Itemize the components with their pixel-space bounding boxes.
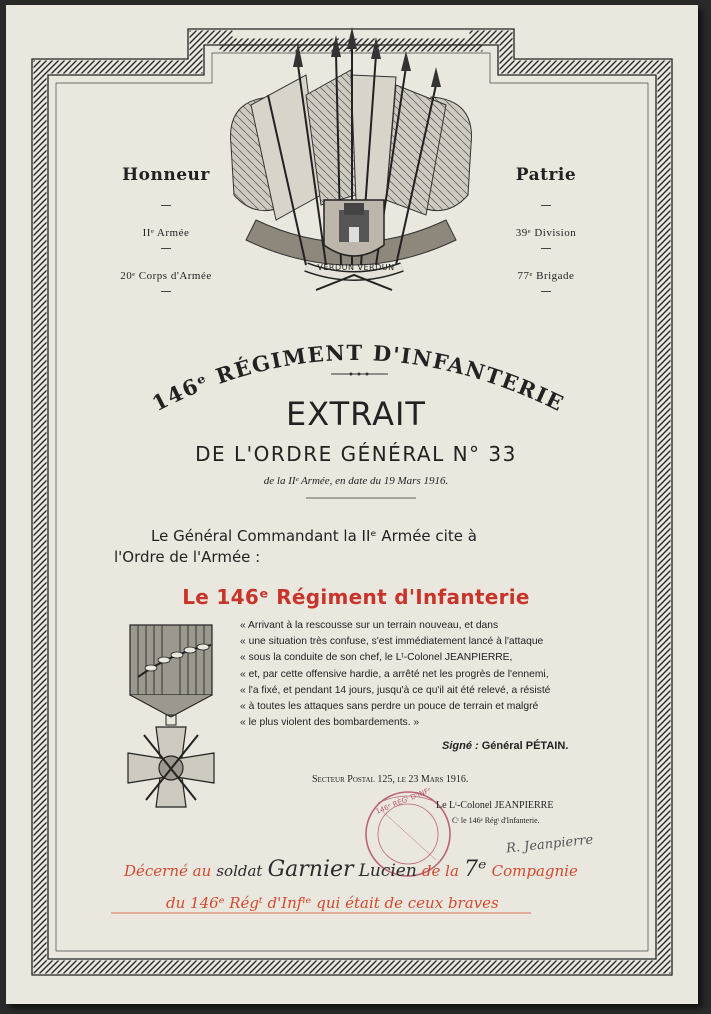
document-title: EXTRAIT — [286, 395, 426, 433]
award-printed-start: Décerné au — [124, 862, 212, 880]
commander-title: Cᵗ le 146ᵉ Régᵗ d'Infanterie. — [452, 816, 540, 825]
award-line-2 — [166, 893, 499, 912]
stamp-text: 146ᵉ RÉGᵗ D'INFᵉ — [374, 786, 433, 816]
right-unit-division: 39ᵉ Division — [515, 227, 577, 239]
award-rank: soldat — [216, 862, 263, 880]
right-unit-brigade: 77ᵉ Brigade — [517, 270, 575, 282]
signature-block — [442, 740, 568, 752]
regiment-arc-text: 146ᵉ RÉGIMENT D'INFANTERIE — [147, 339, 569, 417]
right-motto: Patrie — [515, 165, 577, 185]
citation-line: « à toutes les attaques sans perdre un pouce de terrain et malgré — [240, 701, 539, 713]
award-firstname: Lucien — [358, 861, 417, 881]
handwritten-signature: R. Jeanpierre — [505, 832, 594, 857]
intro-line-2: l'Ordre de l'Armée : — [114, 548, 261, 566]
citation-line: « sous la conduite de son chef, le Lᵗ-Colonel JEANPIERRE, — [240, 652, 513, 664]
award-printed-end: Compagnie — [491, 862, 578, 880]
award-line2-start: du 146ᵉ Régᵗ d'Infⁱᵉ — [166, 894, 312, 912]
date-line: de la IIᵉ Armée, en date du 19 Mars 1916. — [263, 475, 449, 487]
signed-name: Général PÉTAIN. — [481, 740, 569, 752]
citation-line: « l'a fixé, et pendant 14 jours, jusqu'à ce qu'il ait été relevé, a résisté — [240, 684, 551, 696]
sector-line: Secteur Postal 125, le 23 Mars 1916. — [312, 774, 469, 785]
regiment-arc — [6, 5, 698, 1004]
order-line: DE L'ORDRE GÉNÉRAL N° 33 — [195, 442, 517, 466]
left-unit-corps: 20ᵉ Corps d'Armée — [120, 270, 212, 282]
award-line2-end: qui était de ceux braves — [316, 894, 499, 912]
intro-line-1: Le Général Commandant la IIᵉ Armée cite à — [151, 527, 477, 545]
citation-line: « une situation très confuse, s'est immédiatement lancé à l'attaque — [240, 636, 544, 648]
commander-name: Le Lᵗ-Colonel JEANPIERRE — [436, 800, 554, 811]
award-soldier-name: Garnier — [267, 857, 354, 882]
citation-line: « Arrivant à la rescousse sur un terrain nouveau, et dans — [240, 620, 499, 631]
left-motto: Honneur — [122, 165, 210, 185]
citation-text — [240, 618, 600, 731]
signed-label: Signé : — [442, 740, 479, 752]
citation-line: « et, par cette offensive hardie, a arrêté net les progrès de l'ennemi, — [240, 668, 549, 680]
award-printed-mid: de la — [421, 862, 459, 880]
honoree-title: Le 146ᵉ Régiment d'Infanterie — [182, 585, 530, 609]
award-line-1 — [124, 857, 578, 882]
certificate-page — [6, 5, 698, 1004]
citation-line: « le plus violent des bombardements. » — [240, 717, 420, 729]
emblem-ribbon-text: VERDUN VERDUN — [317, 263, 395, 272]
award-company: 7ᵉ — [464, 857, 487, 882]
left-unit-army: IIᵉ Armée — [142, 227, 190, 239]
